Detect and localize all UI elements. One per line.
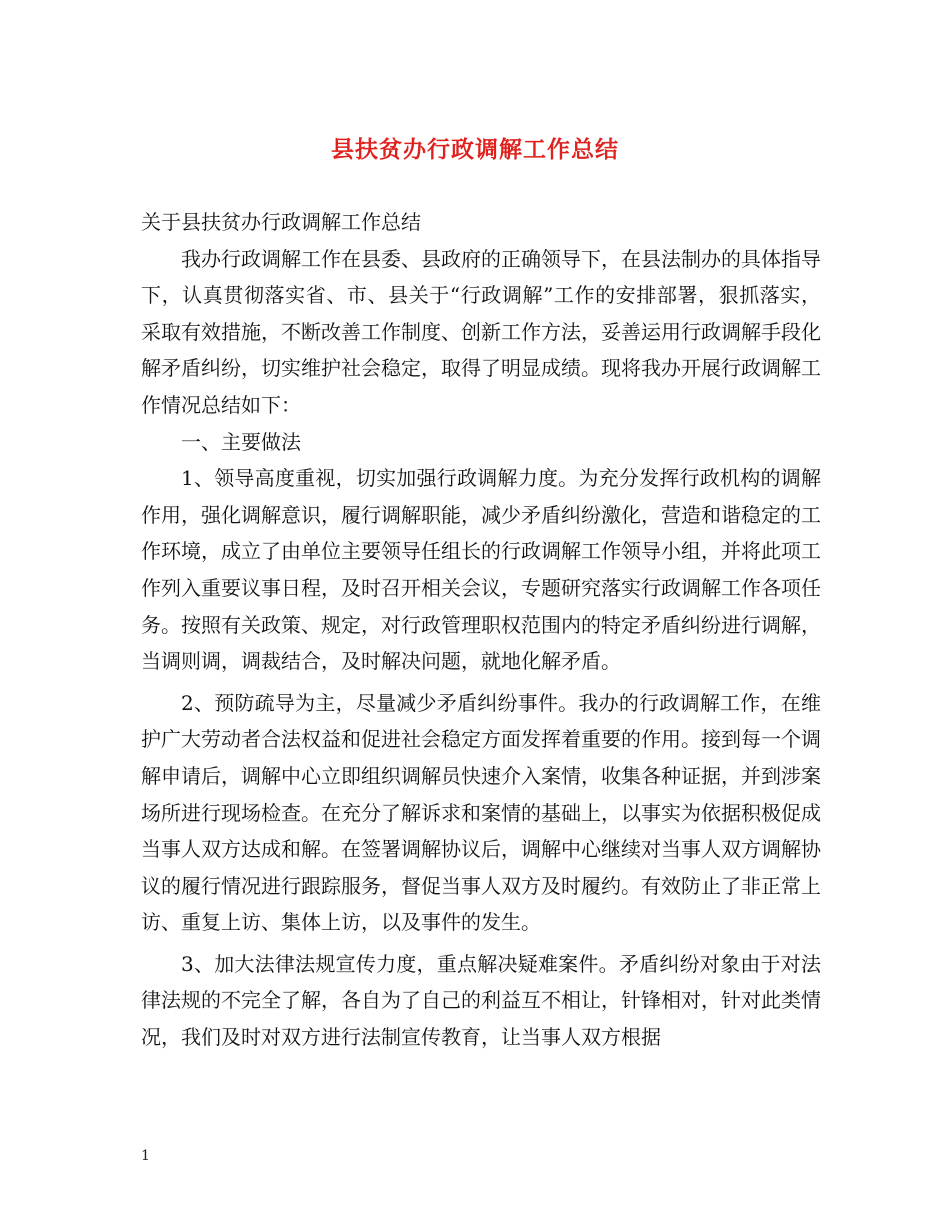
paragraph-item-1: 1、领导高度重视，切实加强行政调解力度。为充分发挥行政机构的调解作用，强化调解意识，履行调解职能，减少矛盾纠纷激化，营造和谐稳定的工作环境，成立了由单位主要领导任组长的行政调解工作领导小组，并将此项工作列入重要议事日程，及时召开相关会议，专题研究落实行政调解工作各项任务。按照有关政策、规定，对行政管理职权范围内的特定矛盾纠纷进行调解，当调则调，调裁结合，及时解决问题，就地化解矛盾。 bbox=[141, 466, 821, 674]
section-heading: 一、主要做法 bbox=[181, 429, 301, 454]
document-body bbox=[141, 204, 821, 1056]
document-subtitle: 关于县扶贫办行政调解工作总结 bbox=[141, 210, 421, 234]
page-number: 1 bbox=[141, 1148, 150, 1164]
paragraph-intro: 我办行政调解工作在县委、县政府的正确领导下，在县法制办的具体指导下，认真贯彻落实省、市、县关于“行政调解”工作的安排部署，狠抓落实，采取有效措施，不断改善工作制度、创新工作方法，妥善运用行政调解手段化解矛盾纠纷，切实维护社会稳定，取得了明显成绩。现将我办开展行政调解工作情况总结如下： bbox=[141, 246, 821, 417]
paragraph-item-3: 3、加大法律法规宣传力度，重点解决疑难案件。矛盾纠纷对象由于对法律法规的不完全了解，各自为了自己的利益互不相让，针锋相对，针对此类情况，我们及时对双方进行法制宣传教育，让当事人双方根据 bbox=[141, 951, 821, 1050]
document-title: 县扶贫办行政调解工作总结 bbox=[331, 136, 619, 163]
paragraph-item-2: 2、预防疏导为主，尽量减少矛盾纠纷事件。我办的行政调解工作，在维护广大劳动者合法权益和促进社会稳定方面发挥着重要的作用。接到每一个调解申请后，调解中心立即组织调解员快速介入案情，收集各种证据，并到涉案场所进行现场检查。在充分了解诉求和案情的基础上，以事实为依据积极促成当事人双方达成和解。在签署调解协议后，调解中心继续对当事人双方调解协议的履行情况进行跟踪服务，督促当事人双方及时履约。有效防止了非正常上访、重复上访、集体上访，以及事件的发生。 bbox=[141, 690, 821, 935]
